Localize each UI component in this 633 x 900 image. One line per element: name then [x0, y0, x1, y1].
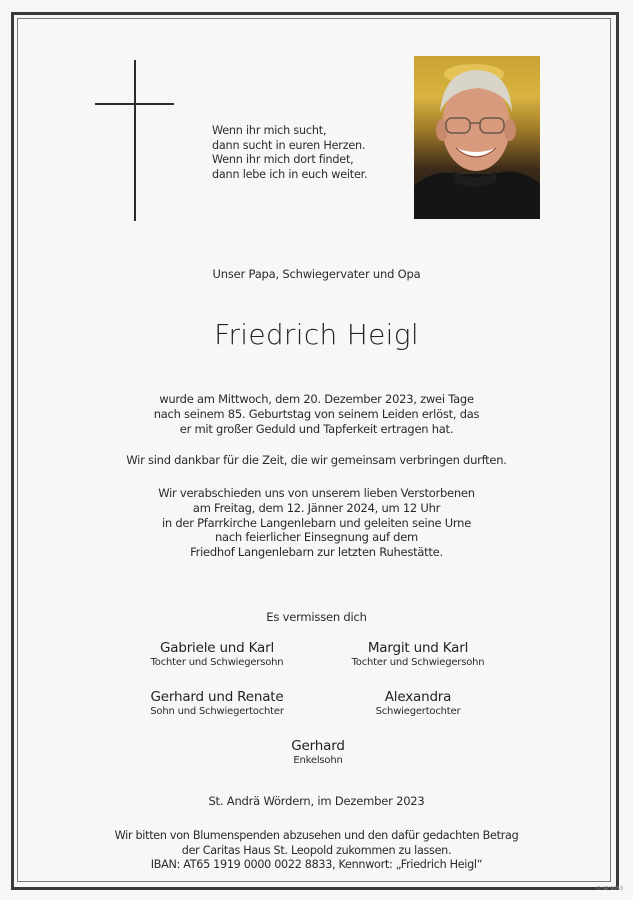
relationship-subtitle: Unser Papa, Schwiegervater und Opa	[212, 267, 421, 281]
donation-line: der Caritas Haus St. Leopold zukommen zu lassen.	[181, 843, 452, 857]
mourner-entry	[107, 640, 327, 668]
funeral-line: Wir verabschieden uns von unserem lieben Verstorbenen	[158, 486, 475, 500]
cross-horizontal-bar	[95, 103, 174, 105]
mourner-names: Margit und Karl	[367, 640, 469, 656]
mourner-names: Gabriele und Karl	[159, 640, 275, 656]
funeral-line: in der Pfarrkirche Langenlebarn und geleiten seine Urne	[161, 515, 472, 530]
donation-note	[0, 829, 633, 873]
mourner-entry	[308, 640, 528, 668]
mourner-names: Alexandra	[384, 689, 452, 705]
poem	[212, 124, 367, 182]
death-notice-line: er mit großer Geduld und Tapferkeit ertragen hat.	[179, 421, 454, 436]
funeral-line: am Freitag, dem 12. Jänner 2024, um 12 Uhr	[192, 500, 441, 515]
mourner-relation: Tochter und Schwiegersohn	[351, 657, 485, 668]
donation-line: Wir bitten von Blumenspenden abzusehen und den dafür gedachten Betrag	[114, 829, 519, 842]
funeral-line: Friedhof Langenlebarn zur letzten Ruhestätte.	[190, 545, 443, 560]
mourner-relation: Enkelsohn	[293, 755, 343, 766]
poem-line: Wenn ihr mich dort findet,	[212, 153, 354, 167]
mourner-names: Gerhard	[291, 738, 345, 754]
print-code: © SP 9053	[596, 886, 624, 892]
mourner-relation: Schwiegertochter	[375, 706, 461, 717]
death-notice	[0, 392, 633, 436]
deceased-name: Friedrich Heigl	[214, 318, 419, 351]
funeral-line: nach feierlicher Einsegnung auf dem	[215, 530, 418, 545]
mourner-entry	[208, 738, 428, 766]
poem-line: Wenn ihr mich sucht,	[212, 124, 327, 137]
mourner-relation: Tochter und Schwiegersohn	[150, 657, 284, 668]
portrait-photo	[414, 56, 540, 219]
mourner-entry	[308, 689, 528, 717]
death-notice-line: nach seinem 85. Geburtstag von seinem Leiden erlöst, das	[153, 406, 480, 421]
funeral-details	[0, 486, 633, 560]
poem-line: dann sucht in euren Herzen.	[212, 138, 366, 152]
cross-vertical-bar	[134, 60, 136, 221]
mourner-relation: Sohn und Schwiegertochter	[150, 706, 284, 717]
portrait-illustration	[414, 56, 540, 219]
mourner-names: Gerhard und Renate	[150, 689, 284, 705]
place-and-date: St. Andrä Wördern, im Dezember 2023	[208, 794, 425, 808]
donation-line: IBAN: AT65 1919 0000 0022 8833, Kennwort: „Friedrich Heigl“	[150, 858, 483, 872]
death-notice-line: wurde am Mittwoch, dem 20. Dezember 2023, zwei Tage	[159, 392, 474, 406]
gratitude-text: Wir sind dankbar für die Zeit, die wir gemeinsam verbringen durften.	[126, 453, 507, 467]
mourner-entry	[107, 689, 327, 717]
poem-line: dann lebe ich in euch weiter.	[212, 167, 368, 181]
mourners-heading: Es vermissen dich	[266, 610, 367, 624]
